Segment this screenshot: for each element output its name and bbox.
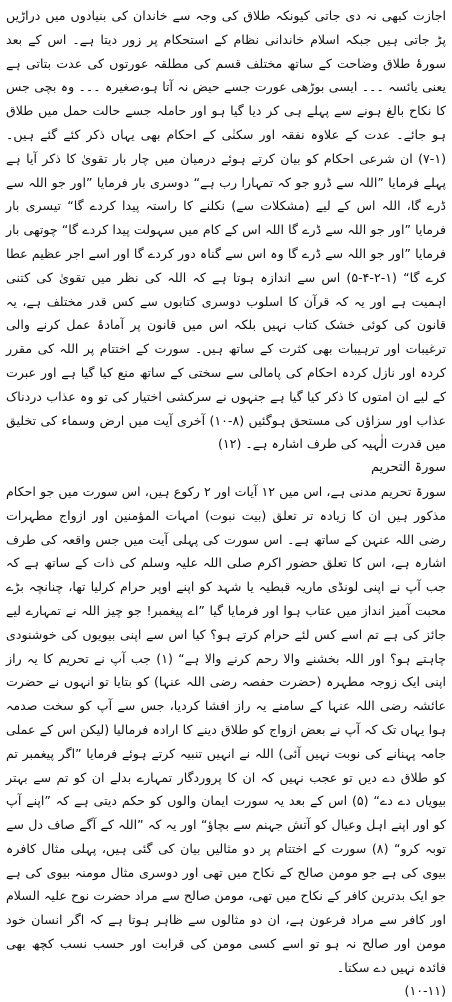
- paragraph-talaq: اجازت کبھی نہ دی جاتی کیونکہ طلاق کی وجہ سے خاندان کی بنیادوں میں دراڑیں پڑ جاتی ہیں جبکہ اسلام خاندانی نظام کے استحکام پر زور دیتا ہے۔ اس کے بعد سورۂ طلاق وضاحت کے ساتھ مختلف قسم کی مطلقہ عورتوں کی عدت بتاتی ہے یعنی یائسہ ۔۔۔ ایسی بوڑھی عورت جسے حیض نہ آتا ہو،صغیرہ ۔۔۔ وہ بچی جس کا نکاح بالغ ہونے سے پہلے ہی کر دیا گیا ہو اور حاملہ جسے حالت حمل میں طلاق ہو جائے۔ عدت کے علاوہ نفقہ اور سکنٰی کے احکام بھی یہاں ذکر کئے گئے ہیں۔ (۱-۷) ان شرعی احکام کو بیان کرتے ہوئے درمیان میں چار بار تقویٰ کا ذکر آیا ہے پہلے فرمایا ”اللہ سے ڈرو جو کہ تمہارا رب ہے“ دوسری بار فرمایا ”اور جو اللہ سے ڈرے گا، اللہ اس کے لیے (مشکلات سے) نکلنے کا راستہ پیدا کردے گا“ تیسری بار فرمایا ”اور جو اللہ سے ڈرے گا اللہ اس کے کام میں سہولت پیدا کردے گا“ چوتھی بار فرمایا ”اور جو اللہ سے ڈرے گا وہ اس سے گناہ دور کردے گا اور اسے اجر عظیم عطا کرے گا“ (۱-۲-۴-۵) اس سے اندازہ ہوتا ہے کہ اللہ کی نظر میں تقویٰ کی کتنی اہمیت ہے اور یہ کہ قرآن کا اسلوب دوسری کتابوں سے کس قدر مختلف ہے، یہ قانون کی کوئی خشک کتاب نہیں بلکہ اس میں قانون پر آمادۂ عمل کرنے والی ترغیبات اور ترہیبات بھی کثرت کے ساتھ ہیں۔ سورت کے اختتام پر اللہ کی مقرر کردہ اور نازل کردہ احکام کی پامالی سے سختی کے ساتھ منع کیا گیا ہے اور عبرت کے لیے ان امتوں کا ذکر کیا گیا ہے جنہوں نے سرکشی اختیار کی تو وہ عذاب دردناک عذاب اور سزاؤں کی مستحق ہوگئیں (۸-۱۰) آخری آیت میں ارض وسماء کی تخلیق میں قدرت الٰہیہ کی طرف اشارہ ہے۔ (۱۲): [6, 8, 446, 452]
- section-heading-tahrim: سورۃ التحریم: [371, 460, 446, 476]
- document-page: [6, 4, 446, 998]
- paragraph-tahrim: سورۃ تحریم مدنی ہے، اس میں ۱۲ آیات اور ۲ رکوع ہیں، اس سورت میں جو احکام مذکور ہیں ان کا زیادہ تر تعلق (بیت نبوت) امہات المؤمنین اور ازواج مطہرات رضی اللہ عنہن کے ساتھ ہے۔ اس سورت کی پہلی آیت میں جس واقعہ کی طرف اشارہ ہے، اس کا تعلق حضور اکرم صلی اللہ علیہ وسلم کی ذات کے ساتھ ہے کہ جب آپ نے اپنی لونڈی ماریہ قبطیہ یا شہد کو اپنے اوپر حرام کرلیا تھا، چنانچہ بڑے محبت آمیز انداز میں عتاب ہوا اور فرمایا گیا ”اے پیغمبر! جو چیز اللہ نے تمہارے لیے جائز کی ہے تم اسے کس لئے حرام کرتے ہو؟ کیا اس سے اپنی بیویوں کی خوشنودی چاہتے ہو؟ اور اللہ بخشنے والا رحم کرنے والا ہے“ (۱) جب آپ نے تحریم کا یہ راز اپنی ایک زوجہ مطہرہ (حضرت حفصہ رضی اللہ عنہا) کو بتایا تو انہوں نے حضرت عائشہ رضی اللہ عنہا کے سامنے یہ راز افشا کردیا، جس سے آپ کو سخت صدمہ ہوا یہاں تک کہ آپ نے بعض ازواج کو طلاق دینے کا ارادہ فرمالیا (لیکن اس کے عملی جامہ پہنانے کی نوبت نہیں آئی) اللہ نے انہیں تنبیہ کرتے ہوئے فرمایا ”اگر پیغمبر تم کو طلاق دے دیں تو عجب نہیں کہ ان کا پروردگار تمہارے بدلے ان کو تم سے بہتر بیویاں دے دے“ (۵) اس کے بعد یہ سورت ایمان والوں کو حکم دیتی ہے کہ ”اپنے آپ کو اور اپنے اہل وعیال کو آتش جہنم سے بچاؤ“ اور یہ کہ ”اللہ کے آگے صاف دل سے توبہ کرو“ (۸) سورت کے اختتام پر دو مثالیں بیان کی گئی ہیں، پہلی مثال کافرہ بیوی کی ہے جو مومن صالح کے نکاح میں تھی اور دوسری مثال مومنہ بیوی کی ہے جو ایک بدترین کافر کے نکاح میں تھی، مومن صالح سے مراد حضرت نوح علیہ السلام اور کافر سے مراد فرعون ہے، ان دو مثالوں سے ظاہر ہوتا ہے کہ اگر انسان خود مومن اور صالح نہ ہو تو اسے کسی مومن کی قرابت اور حسب نسب کچھ بھی فائدہ نہیں دے سکتا۔: [6, 483, 446, 975]
- closing-verse-reference: (۱۰-۱۱): [404, 982, 446, 998]
